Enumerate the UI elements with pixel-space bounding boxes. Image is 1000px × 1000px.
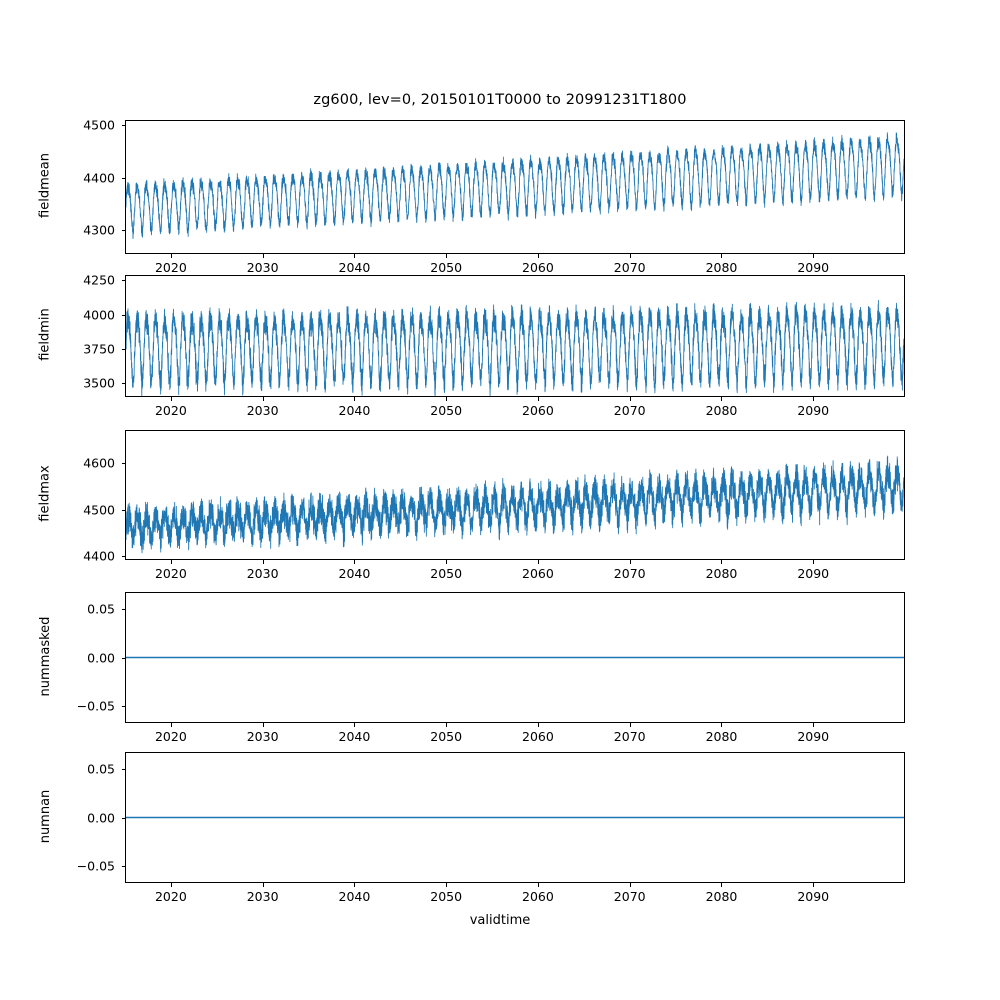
y-tick-mark (122, 658, 126, 659)
data-line-fieldmean (126, 133, 904, 239)
x-tick-mark (171, 883, 172, 887)
x-tick-label: 2050 (430, 403, 463, 418)
x-tick-mark (263, 883, 264, 887)
x-tick-mark (630, 254, 631, 258)
x-tick-label: 2050 (430, 566, 463, 581)
x-tick-mark (263, 560, 264, 564)
chart-title: zg600, lev=0, 20150101T0000 to 20991231T1800 (313, 92, 687, 108)
plot-panel-numnan (125, 752, 905, 883)
y-tick-label: 0.00 (87, 810, 115, 825)
y-tick-label: 4000 (83, 307, 115, 323)
x-tick-label: 2080 (705, 566, 738, 581)
x-tick-label: 2040 (338, 566, 371, 581)
x-tick-mark (354, 254, 355, 258)
x-tick-label: 2040 (338, 889, 371, 904)
x-tick-label: 2070 (613, 889, 646, 904)
y-tick-mark (122, 609, 126, 610)
data-line-fieldmin (126, 300, 904, 396)
x-tick-label: 2090 (797, 566, 830, 581)
x-tick-mark (813, 883, 814, 887)
x-tick-mark (721, 883, 722, 887)
y-tick-mark (122, 769, 126, 770)
x-tick-label: 2060 (522, 566, 554, 581)
x-tick-label: 2030 (246, 889, 279, 904)
y-tick-label: 0.05 (87, 601, 115, 617)
x-tick-mark (630, 883, 631, 887)
y-tick-label: 4250 (83, 272, 115, 288)
plot-panel-fieldmean (125, 120, 905, 254)
y-tick-label: 4600 (83, 455, 115, 471)
x-tick-mark (171, 254, 172, 258)
x-tick-mark (721, 397, 722, 401)
x-tick-mark (446, 254, 447, 258)
x-tick-label: 2070 (613, 566, 646, 581)
x-tick-mark (538, 723, 539, 727)
y-tick-label: −0.05 (76, 698, 115, 714)
x-tick-label: 2020 (154, 260, 187, 275)
y-tick-mark (122, 125, 126, 126)
x-tick-mark (538, 254, 539, 258)
x-tick-label: 2070 (613, 260, 646, 275)
x-tick-label: 2020 (154, 729, 187, 744)
y-tick-mark (122, 556, 126, 557)
x-tick-label: 2080 (705, 889, 738, 904)
y-axis-label-fieldmean: fieldmean (37, 153, 53, 218)
x-tick-mark (354, 723, 355, 727)
x-tick-mark (446, 560, 447, 564)
x-tick-mark (171, 397, 172, 401)
x-tick-label: 2020 (154, 403, 187, 418)
y-tick-label: 4400 (83, 170, 115, 186)
x-tick-mark (630, 560, 631, 564)
x-tick-label: 2040 (338, 403, 371, 418)
x-tick-label: 2030 (246, 566, 279, 581)
x-tick-label: 2060 (522, 403, 554, 418)
y-axis-label-fieldmax: fieldmax (37, 465, 53, 522)
x-tick-label: 2090 (797, 403, 830, 418)
x-tick-label: 2090 (797, 729, 830, 744)
x-tick-mark (630, 397, 631, 401)
plot-panel-nummasked (125, 592, 905, 723)
y-tick-label: 4500 (83, 502, 115, 518)
x-tick-label: 2050 (430, 889, 463, 904)
x-tick-label: 2020 (154, 889, 187, 904)
x-tick-mark (263, 397, 264, 401)
y-tick-mark (122, 349, 126, 350)
x-tick-mark (813, 723, 814, 727)
x-tick-mark (263, 254, 264, 258)
y-tick-mark (122, 510, 126, 511)
x-tick-mark (721, 723, 722, 727)
x-tick-mark (538, 397, 539, 401)
x-tick-label: 2090 (797, 260, 830, 275)
x-tick-mark (446, 883, 447, 887)
x-axis-label: validtime (469, 913, 531, 928)
x-tick-label: 2070 (613, 403, 646, 418)
x-tick-mark (171, 560, 172, 564)
y-tick-mark (122, 866, 126, 867)
y-tick-mark (122, 178, 126, 179)
x-tick-label: 2020 (154, 566, 187, 581)
x-tick-label: 2030 (246, 403, 279, 418)
x-tick-mark (630, 723, 631, 727)
x-tick-mark (813, 560, 814, 564)
y-tick-mark (122, 706, 126, 707)
y-axis-label-nummasked: nummasked (37, 616, 53, 696)
x-tick-label: 2090 (797, 889, 830, 904)
y-tick-mark (122, 818, 126, 819)
x-tick-label: 2060 (522, 729, 554, 744)
y-tick-label: 3750 (83, 341, 115, 357)
x-tick-mark (354, 560, 355, 564)
x-tick-label: 2050 (430, 729, 463, 744)
y-tick-mark (122, 315, 126, 316)
x-tick-label: 2030 (246, 729, 279, 744)
y-tick-label: 0.05 (87, 761, 115, 777)
y-tick-label: 4400 (83, 548, 115, 564)
x-tick-mark (813, 397, 814, 401)
x-tick-label: 2080 (705, 403, 738, 418)
y-tick-mark (122, 230, 126, 231)
x-tick-mark (538, 560, 539, 564)
x-tick-mark (263, 723, 264, 727)
x-tick-label: 2060 (522, 260, 554, 275)
x-tick-mark (446, 397, 447, 401)
x-tick-mark (538, 883, 539, 887)
x-tick-mark (354, 397, 355, 401)
x-tick-mark (354, 883, 355, 887)
y-tick-label: 3500 (83, 375, 115, 391)
plot-panel-fieldmax (125, 430, 905, 560)
x-tick-mark (446, 723, 447, 727)
y-tick-mark (122, 383, 126, 384)
y-tick-mark (122, 463, 126, 464)
x-tick-label: 2040 (338, 260, 371, 275)
x-tick-mark (721, 254, 722, 258)
y-axis-label-fieldmin: fieldmin (37, 308, 53, 361)
x-tick-label: 2050 (430, 260, 463, 275)
x-tick-label: 2060 (522, 889, 554, 904)
y-tick-label: 0.00 (87, 650, 115, 665)
x-tick-mark (813, 254, 814, 258)
x-tick-mark (721, 560, 722, 564)
y-tick-label: 4500 (83, 117, 115, 133)
x-tick-label: 2080 (705, 260, 738, 275)
x-tick-mark (171, 723, 172, 727)
x-tick-label: 2070 (613, 729, 646, 744)
x-tick-label: 2080 (705, 729, 738, 744)
y-tick-label: 4300 (83, 222, 115, 238)
y-axis-label-numnan: numnan (37, 789, 53, 843)
x-tick-label: 2040 (338, 729, 371, 744)
y-tick-label: −0.05 (76, 858, 115, 874)
y-tick-mark (122, 280, 126, 281)
plot-panel-fieldmin (125, 275, 905, 397)
data-line-fieldmax (126, 456, 904, 553)
x-tick-label: 2030 (246, 260, 279, 275)
